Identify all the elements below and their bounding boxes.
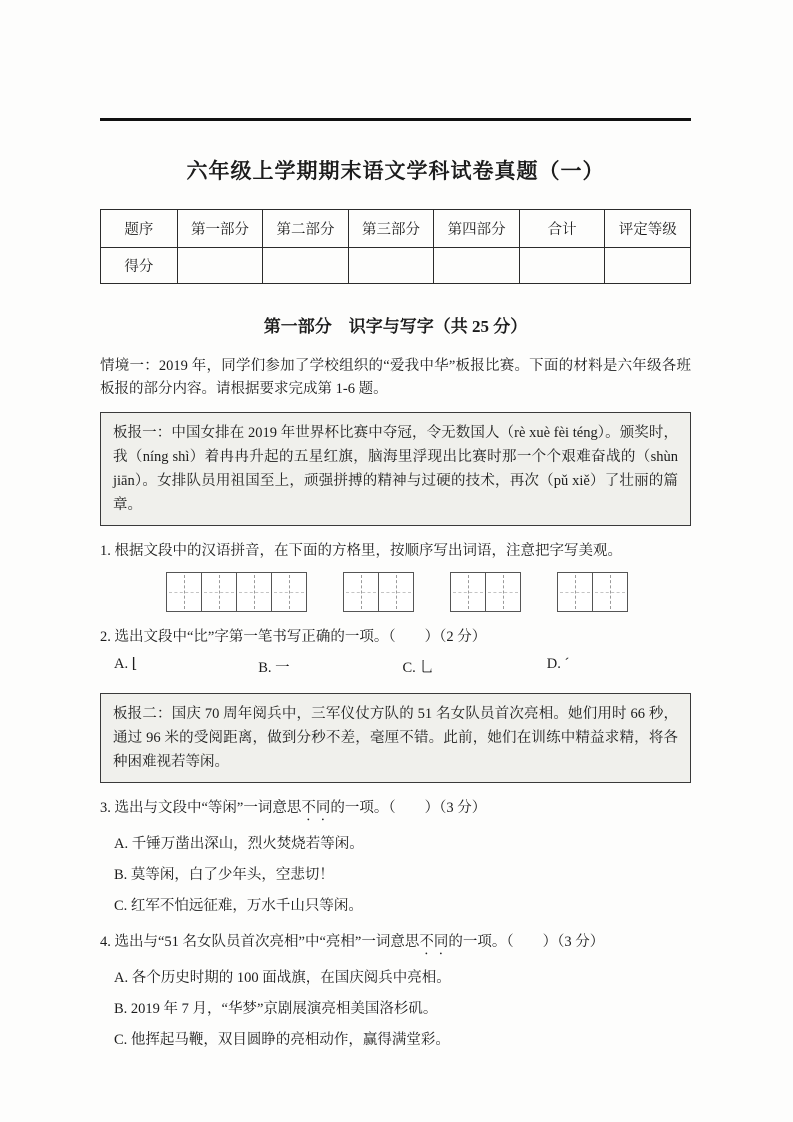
score-table-header-cell: 合计	[519, 210, 605, 248]
writing-grid	[166, 572, 691, 612]
q4-emphasized-word: 不同	[419, 934, 449, 950]
score-blank-cell	[263, 248, 349, 284]
writing-grid-cell	[201, 572, 237, 612]
q2-option-b: B. 一	[258, 660, 290, 676]
score-table-header-cell: 第三部分	[348, 210, 434, 248]
writing-grid-cell	[343, 572, 379, 612]
score-blank-cell	[605, 248, 691, 284]
score-table-header-cell: 题序	[101, 210, 178, 248]
writing-grid-group	[557, 572, 628, 612]
q3-option-b: B. 莫等闲，白了少年头，空悲切！	[114, 867, 334, 883]
score-row-label: 得分	[101, 248, 178, 284]
question-3-options	[114, 833, 691, 917]
q4-option-b: B. 2019 年 7 月，“华梦”京剧展演亮相美国洛杉矶。	[114, 1001, 438, 1017]
q4-option-c: C. 他挥起马鞭，双目圆睁的亮相动作，赢得满堂彩。	[114, 1032, 450, 1048]
page-content	[100, 0, 691, 1051]
score-blank-cell	[434, 248, 520, 284]
writing-grid-cell	[166, 572, 202, 612]
writing-grid-cell	[271, 572, 307, 612]
writing-grid-cell	[450, 572, 486, 612]
score-table-header-cell: 第一部分	[177, 210, 263, 248]
score-table-header-cell: 第四部分	[434, 210, 520, 248]
scenario-intro-paragraph: 情境一：2019 年，同学们参加了学校组织的“爱我中华”板报比赛。下面的材料是六年级各班板报的部分内容。请根据要求完成第 1-6 题。	[100, 358, 691, 397]
writing-grid-cell	[592, 572, 628, 612]
writing-grid-cell	[557, 572, 593, 612]
q2-option-c: C. 乚	[402, 660, 434, 676]
page-title: 六年级上学期期末语文学科试卷真题（一）	[186, 159, 605, 183]
section-1-heading: 第一部分 识字与写字（共 25 分）	[263, 317, 528, 336]
question-4	[100, 931, 691, 958]
score-table-header-cell: 第二部分	[263, 210, 349, 248]
q2-option-d: D. ˊ	[546, 656, 570, 672]
board2-text-box: 板报二：国庆 70 周年阅兵中，三军仪仗方队的 51 名女队员首次亮相。她们用时 66 秒，通过 96 米的受阅距离，做到分秒不差，毫厘不错。此前，她们在训练中精益求精，将各种困难视若等闲。	[100, 693, 691, 783]
writing-grid-group	[450, 572, 521, 612]
writing-grid-group	[166, 572, 307, 612]
writing-grid-cell	[236, 572, 272, 612]
writing-grid-cell	[378, 572, 414, 612]
question-3	[100, 797, 691, 824]
score-table-header-row	[101, 210, 691, 248]
q3-option-c: C. 红军不怕远征难，万水千山只等闲。	[114, 898, 363, 914]
question-2: 2. 选出文段中“比”字第一笔书写正确的一项。（ ）（2 分）	[100, 629, 487, 645]
score-blank-cell	[519, 248, 605, 284]
score-table-header-cell: 评定等级	[605, 210, 691, 248]
question-4-options	[114, 967, 691, 1051]
q4-text-before: 4. 选出与“51 名女队员首次亮相”中“亮相”一词意思	[100, 934, 420, 950]
q4-text-after: 的一项。（ ）（3 分）	[448, 934, 605, 950]
score-table-score-row	[101, 248, 691, 284]
score-table	[100, 209, 691, 284]
question-1: 1. 根据文段中的汉语拼音，在下面的方格里，按顺序写出词语，注意把字写美观。	[100, 543, 622, 559]
q2-option-a: A. ⌊	[114, 656, 138, 672]
q4-option-a: A. 各个历史时期的 100 面战旗，在国庆阅兵中亮相。	[114, 970, 451, 986]
question-2-options	[114, 656, 691, 677]
q3-text-before: 3. 选出与文段中“等闲”一词意思	[100, 800, 302, 816]
score-blank-cell	[177, 248, 263, 284]
writing-grid-cell	[485, 572, 521, 612]
board1-text-box: 板报一：中国女排在 2019 年世界杯比赛中夺冠，令无数国人（rè xuè fèi téng）。颁奖时，我（níng shì）着冉冉升起的五星红旗，脑海里浮现出比赛时那一个个艰难奋战的（shùn jiān）。女排队员用祖国至上，顽强拼搏的精神与过硬的技术，再次（pǔ xiě）了壮丽的篇章。	[100, 412, 691, 526]
q3-emphasized-word: 不同	[301, 800, 331, 816]
q3-option-a: A. 千锤万凿出深山，烈火焚烧若等闲。	[114, 836, 364, 852]
top-divider-rule	[100, 118, 691, 121]
score-blank-cell	[348, 248, 434, 284]
q3-text-after: 的一项。（ ）（3 分）	[330, 800, 487, 816]
writing-grid-group	[343, 572, 414, 612]
